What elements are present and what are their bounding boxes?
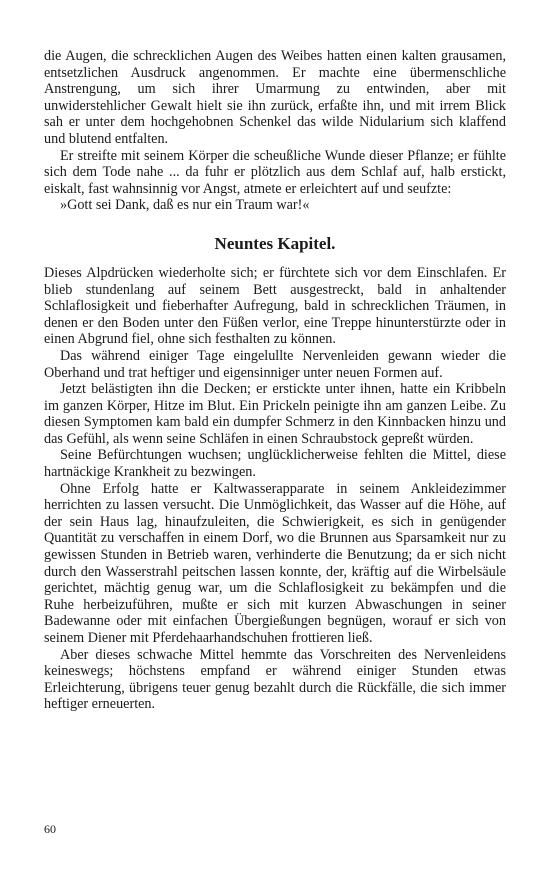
paragraph: Dieses Alpdrücken wiederholte sich; er fürchtete sich vor dem Einschlafen. Er blieb stundenlang auf seinem Bett ausgestreckt, bald in anhaltender Schlaflosigkeit und fieberhafter Aufregung, bald in schrecklichen Träumen, in denen er den Boden unter den Füßen verlor, eine Treppe hinunterstürzte oder in einen Abgrund fiel, ohne sich festhalten zu können. bbox=[44, 264, 506, 348]
paragraph: Aber dieses schwache Mittel hemmte das Vorschreiten des Nervenleidens keineswegs; höchstens empfand er während einiger Stunden etwas Erleichterung, übrigens teuer genug bezahlt durch die Rückfälle, die sich immer heftiger erneuerten. bbox=[44, 646, 506, 713]
page-number: 60 bbox=[44, 822, 56, 836]
book-page bbox=[44, 48, 506, 713]
paragraph: Ohne Erfolg hatte er Kaltwasserapparate in seinem Ankleidezimmer herrichten zu lassen versucht. Die Unmöglichkeit, das Wasser auf die Höhe, auf der sein Haus lag, hinaufzuleiten, die Schwierigkeit, es sich in genügender Quantität zu verschaffen in einem Dorf, wo die Brunnen aus Sparsamkeit nur zu gewissen Stunden in Betrieb waren, verhinderte die Benutzung; da er sich nicht durch den Wasserstrahl peitschen lassen konnte, der, kräftig auf die Wirbelsäule gerichtet, mächtig genug war, um die Schlaflosigkeit zu bekämpfen und die Ruhe herbeizuführen, mußte er sich mit kurzen Abwaschungen in seiner Badewanne oder mit einfachen Übergießungen begnügen, worauf er sich von seinem Diener mit Pferdehaarhandschuhen frottieren ließ. bbox=[44, 480, 506, 646]
paragraph: Das während einiger Tage eingelullte Nervenleiden gewann wieder die Oberhand und trat heftiger und eigensinniger unter neuen Formen auf. bbox=[44, 347, 506, 381]
paragraph: die Augen, die schrecklichen Augen des Weibes hatten einen kalten grausamen, entsetzlichen Ausdruck angenommen. Er machte eine übermenschliche Anstrengung, um sich ihrer Umarmung zu entwinden, aber mit unwiderstehlicher Gewalt hielt sie ihn zurück, erfaßte ihn, und mit irrem Blick sah er unter dem hochgehobnen Schenkel das wilde Nidularium sich klaffend und blutend entfalten. bbox=[44, 48, 506, 147]
chapter-title: Neuntes Kapitel. bbox=[214, 233, 336, 253]
paragraph: Seine Befürchtungen wuchsen; unglücklicherweise fehlten die Mittel, diese hartnäckige Krankheit zu bezwingen. bbox=[44, 447, 506, 481]
paragraph: Jetzt belästigten ihn die Decken; er erstickte unter ihnen, hatte ein Kribbeln im ganzen Körper, Hitze im Blut. Ein Prickeln peinigte ihn am ganzen Leibe. Zu diesen Symptomen kam bald ein dumpfer Schmerz in den Kinnbacken hinzu und das Gefühl, als wenn seine Schläfen in einen Schraubstock gepreßt würden. bbox=[44, 381, 506, 447]
paragraph: Er streifte mit seinem Körper die scheußliche Wunde dieser Pflanze; er fühlte sich dem Tode nahe ... da fuhr er plötzlich aus dem Schlaf auf, halb erstickt, eiskalt, fast wahnsinnig vor Angst, atmete er erleichtert auf und seufzte: bbox=[44, 147, 506, 197]
paragraph: »Gott sei Dank, daß es nur ein Traum war!« bbox=[60, 197, 310, 214]
